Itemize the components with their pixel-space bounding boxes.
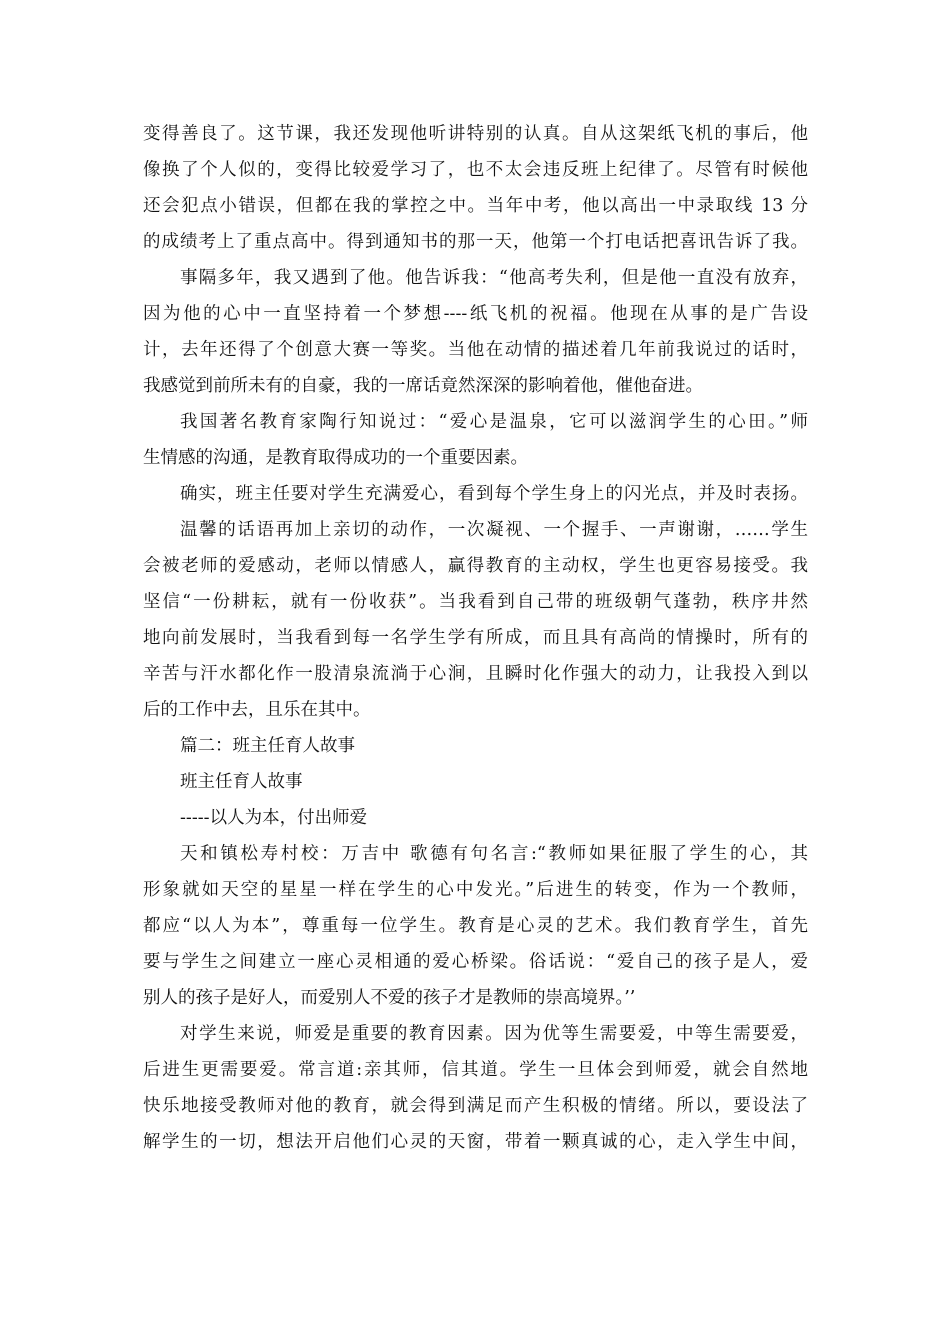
text-line: 因为他的心中一直坚持着一个梦想----纸飞机的祝福。他现在从事的是广告设 <box>143 304 808 324</box>
text-line: 坚信“一份耕耘，就有一份收获”。当我看到自己带的班级朝气蓬勃，秩序井然 <box>143 592 808 612</box>
text-line: 解学生的一切，想法开启他们心灵的天窗，带着一颗真诚的心，走入学生中间， <box>143 1132 808 1152</box>
text-line: 事隔多年，我又遇到了他。他告诉我：“他高考失利，但是他一直没有放弃， <box>180 268 808 288</box>
text-line: 生情感的沟通，是教育取得成功的一个重要因素。 <box>143 448 528 468</box>
document-body <box>143 116 808 1160</box>
text-line: 确实，班主任要对学生充满爱心，看到每个学生身上的闪光点，并及时表扬。 <box>180 484 808 504</box>
text-line: 形象就如天空的星星一样在学生的心中发光。”后进生的转变，作为一个教师， <box>143 880 808 900</box>
text-line: 我感觉到前所未有的自豪，我的一席话竟然深深的影响着他，催他奋进。 <box>143 376 703 396</box>
text-line: 后的工作中去，且乐在其中。 <box>143 700 371 720</box>
text-line: 都应“以人为本”，尊重每一位学生。教育是心灵的艺术。我们教育学生，首先 <box>143 916 808 936</box>
text-line: 温馨的话语再加上亲切的动作，一次凝视、一个握手、一声谢谢，……学生 <box>180 520 808 540</box>
text-line: 我国著名教育家陶行知说过：“爱心是温泉，它可以滋润学生的心田。”师 <box>180 412 808 432</box>
text-line: 后进生更需要爱。常言道:亲其师，信其道。学生一旦体会到师爱，就会自然地 <box>143 1060 808 1080</box>
text-line: 快乐地接受教师对他的教育，就会得到满足而产生积极的情绪。所以，要设法了 <box>143 1096 808 1116</box>
text-line: 对学生来说，师爱是重要的教育因素。因为优等生需要爱，中等生需要爱， <box>180 1024 808 1044</box>
text-line: 要与学生之间建立一座心灵相通的爱心桥梁。俗话说：“爱自己的孩子是人，爱 <box>143 952 808 972</box>
text-line: 像换了个人似的，变得比较爱学习了，也不太会违反班上纪律了。尽管有时候他 <box>143 160 808 180</box>
text-line: 地向前发展时，当我看到每一名学生学有所成，而且具有高尚的情操时，所有的 <box>143 628 808 648</box>
text-line: 的成绩考上了重点高中。得到通知书的那一天，他第一个打电话把喜讯告诉了我。 <box>143 232 808 252</box>
text-line: 天和镇松寿村校：万吉中 歌德有句名言:“教师如果征服了学生的心，其 <box>180 844 808 864</box>
text-line: 别人的孩子是好人，而爱别人不爱的孩子才是教师的崇高境界。’’ <box>143 988 636 1008</box>
text-line: 还会犯点小错误，但都在我的掌控之中。当年中考，他以高出一中录取线 13 分 <box>143 196 808 216</box>
text-line: -----以人为本，付出师爱 <box>180 808 368 828</box>
text-line: 辛苦与汗水都化作一股清泉流淌于心涧，且瞬时化作强大的动力，让我投入到以 <box>143 664 808 684</box>
text-line: 会被老师的爱感动，老师以情感人，赢得教育的主动权，学生也更容易接受。我 <box>143 556 808 576</box>
text-line: 篇二：班主任育人故事 <box>180 736 355 756</box>
text-line: 变得善良了。这节课，我还发现他听讲特别的认真。自从这架纸飞机的事后，他 <box>143 124 808 144</box>
text-line: 班主任育人故事 <box>180 772 303 792</box>
text-line: 计，去年还得了个创意大赛一等奖。当他在动情的描述着几年前我说过的话时， <box>143 340 808 360</box>
